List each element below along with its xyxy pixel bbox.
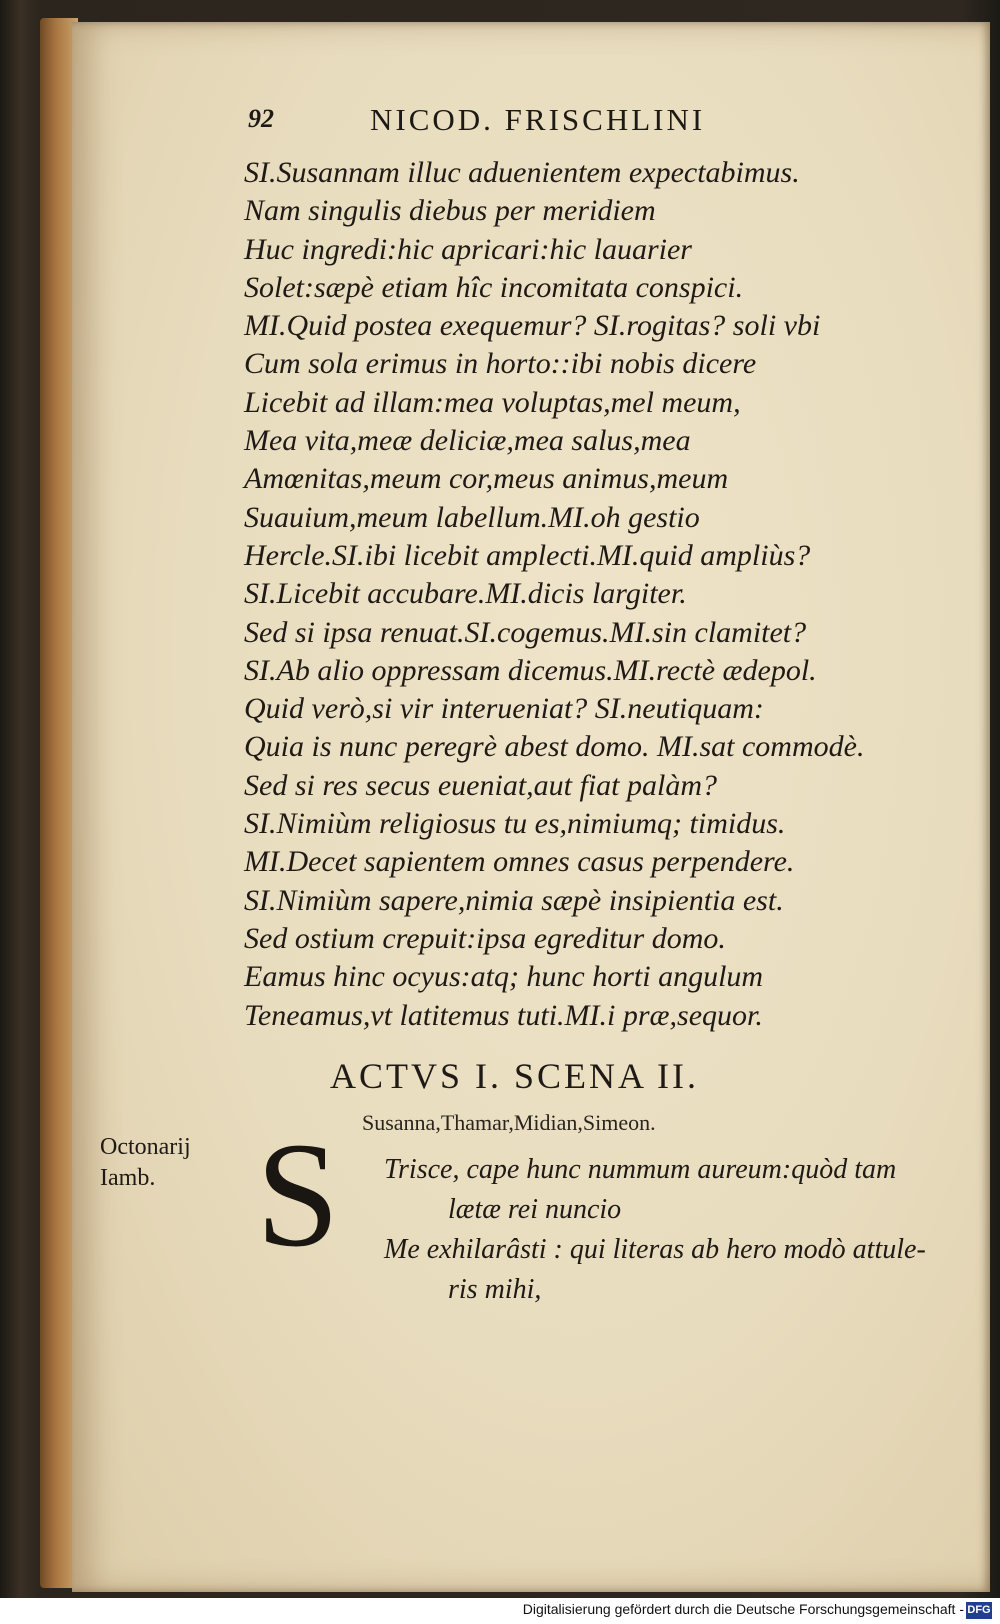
- verse-line: Licebit ad illam:mea voluptas,mel meum,: [244, 385, 741, 419]
- page-header: [248, 102, 888, 142]
- verse-line: Huc ingredi:hic apricari:hic lauarier: [244, 232, 692, 266]
- verse-line: Sed si ipsa renuat.SI.cogemus.MI.sin clamitet?: [244, 615, 807, 649]
- verse-line: Mea vita,meæ deliciæ,mea salus,mea: [244, 424, 691, 458]
- scene-line: Me exhilarâsti : qui literas ab hero modò attule-: [384, 1234, 926, 1265]
- verse-line: SI.Susannam illuc aduenientem expectabimus.: [244, 156, 800, 189]
- verse-line: Solet:sæpè etiam hîc incomitata conspici.: [244, 270, 744, 304]
- verse-line: Quid verò,si vir interueniat? SI.neutiquam:: [244, 692, 764, 726]
- digitization-footer: [0, 1598, 1000, 1624]
- verse-line: SI.Nimiùm sapere,nimia sæpè insipientia est.: [244, 883, 784, 917]
- verse-line: Quia is nunc peregrè abest domo. MI.sat commodè.: [244, 730, 865, 764]
- verse-line: MI.Quid postea exequemur? SI.rogitas? soli vbi: [244, 309, 821, 343]
- verse-line: Eamus hinc ocyus:atq; hunc horti angulum: [244, 960, 764, 994]
- marginal-note-line: Octonarij: [100, 1134, 191, 1160]
- footer-credit: Digitalisierung gefördert durch die Deutsche Forschungsgemeinschaft -: [522, 1601, 964, 1617]
- running-head: NICOD. FRISCHLINI: [370, 102, 706, 137]
- verse-line: SI.Licebit accubare.MI.dicis largiter.: [244, 577, 687, 611]
- marginal-note-line: Iamb.: [100, 1165, 156, 1191]
- verse-line: Nam singulis diebus per meridiem: [244, 194, 656, 228]
- scene-line: ris mihi,: [448, 1274, 542, 1305]
- drop-cap: S: [256, 1112, 340, 1278]
- scene-text: [384, 1150, 924, 1310]
- dfg-logo-icon: DFG: [966, 1602, 992, 1619]
- verse-line: MI.Decet sapientem omnes casus perpendere.: [244, 845, 795, 879]
- verse-line: Suauium,meum labellum.MI.oh gestio: [244, 500, 700, 534]
- verse-line: Hercle.SI.ibi licebit amplecti.MI.quid ampliùs?: [244, 538, 811, 572]
- scene-heading: ACTVS I. SCENA II.: [330, 1056, 700, 1096]
- verse-line: Cum sola erimus in horto::ibi nobis dicere: [244, 347, 757, 381]
- dramatis-personae: Susanna,Thamar,Midian,Simeon.: [362, 1110, 656, 1135]
- verse-line: SI.Nimiùm religiosus tu es,nimiumq; timidus.: [244, 807, 786, 841]
- verse-line: Sed si res secus eueniat,aut fiat palàm?: [244, 768, 717, 802]
- marginal-note: [100, 1132, 230, 1194]
- scene-line: Trisce, cape hunc nummum aureum:quòd tam: [384, 1154, 897, 1185]
- verse-block: [244, 154, 894, 1035]
- verse-line: SI.Ab alio oppressam dicemus.MI.rectè ædepol.: [244, 653, 817, 687]
- verse-line: Amœnitas,meum cor,meus animus,meum: [244, 462, 729, 496]
- page-number: 92: [248, 104, 274, 133]
- verse-line: Teneamus,vt latitemus tuti.MI.i præ,sequor.: [244, 998, 763, 1032]
- verse-line: Sed ostium crepuit:ipsa egreditur domo.: [244, 921, 726, 955]
- scene-line: lætæ rei nuncio: [448, 1194, 622, 1225]
